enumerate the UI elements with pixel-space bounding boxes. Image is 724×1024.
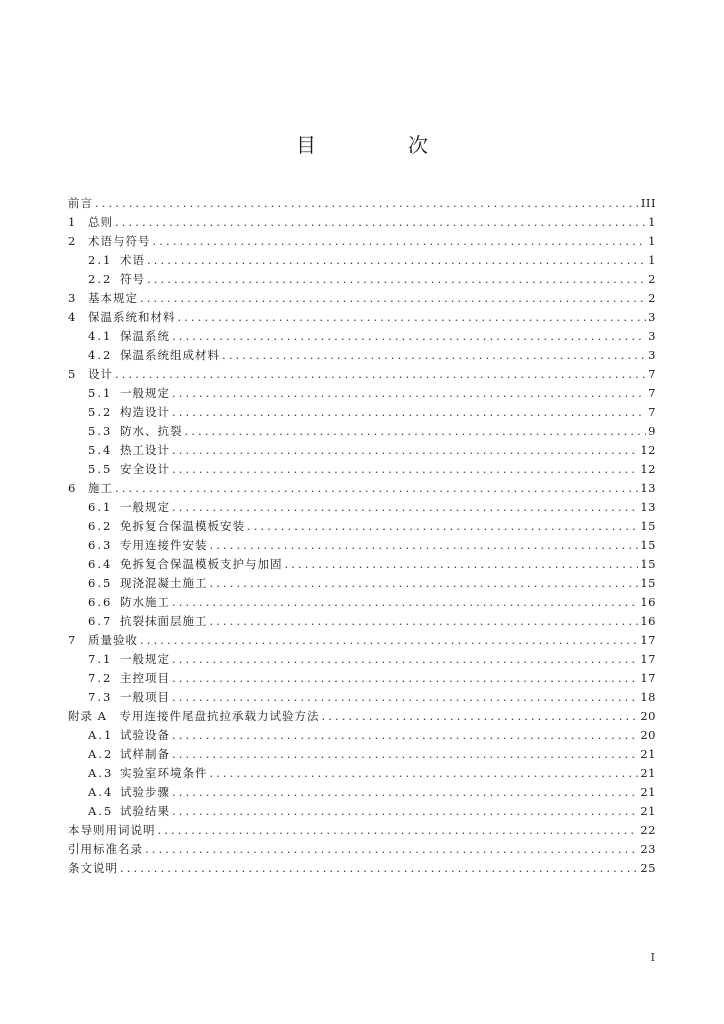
dot-leader [115,479,638,498]
toc-entry-title: 保温系统 [120,329,170,343]
dot-leader [140,289,646,308]
toc-entry-title: 试样制备 [120,747,170,761]
toc-entry-number: 5.1 [88,386,113,400]
dot-leader [172,688,638,707]
toc-entry-page: 7 [648,386,656,400]
toc-entry-page: 20 [640,728,656,742]
dot-leader [210,574,639,593]
dot-leader [172,327,646,346]
toc-entry-number: 6.3 [88,538,113,552]
toc-entry-page: 7 [648,367,656,381]
dot-leader [153,232,647,251]
toc-entry[interactable] [68,327,656,346]
toc-entry[interactable] [68,232,656,251]
toc-entry-number: A.4 [88,785,114,799]
toc-entry[interactable] [68,346,656,365]
toc-entry-page: 25 [640,861,656,875]
toc-entry-page: 22 [640,823,656,837]
dot-leader [172,384,646,403]
toc-entry-title: 实验室环境条件 [120,766,208,780]
toc-entry-title: 一般规定 [120,500,170,514]
dot-leader [172,726,638,745]
toc-entry-page: 2 [648,272,656,286]
dot-leader [172,783,638,802]
toc-entry[interactable] [68,707,656,726]
toc-entry[interactable] [68,650,656,669]
toc-entry-number: 6 [68,481,78,495]
toc-entry-page: 18 [640,690,656,704]
toc-entry-page: 15 [640,538,656,552]
page-number: I [650,951,655,964]
toc-entry-page: 12 [640,443,656,457]
dot-leader [222,346,646,365]
toc-entry-title: 质量验收 [88,633,138,647]
toc-entry-page: 1 [648,215,656,229]
dot-leader [185,422,647,441]
dot-leader [285,555,639,574]
toc-entry-title: 热工设计 [120,443,170,457]
toc-entry-number: 7 [68,633,78,647]
toc-entry[interactable] [68,574,656,593]
toc-entry-page: 17 [640,652,656,666]
dot-leader [147,251,646,270]
toc-entry-number: 6.1 [88,500,113,514]
toc-entry-number: 6.6 [88,595,113,609]
toc-entry-title: 一般规定 [120,652,170,666]
toc-entry-title: 试验步骤 [120,785,170,799]
toc-entry-page: 15 [640,576,656,590]
dot-leader [147,270,646,289]
toc-entry[interactable] [68,745,656,764]
toc-entry[interactable] [68,517,656,536]
toc-entry-title: 一般项目 [120,690,170,704]
toc-entry-page: 1 [648,253,656,267]
toc-entry-number: 4.1 [88,329,113,343]
toc-entry-number: A.2 [88,747,114,761]
toc-entry-title: 基本规定 [88,291,138,305]
toc-entry[interactable] [68,479,656,498]
toc-entry-title: 一般规定 [120,386,170,400]
dot-leader [172,669,638,688]
toc-entry-title: 符号 [120,272,145,286]
dot-leader [172,593,638,612]
table-of-contents [68,194,656,878]
toc-entry[interactable] [68,821,656,840]
toc-entry-number: 7.2 [88,671,113,685]
toc-entry[interactable] [68,251,656,270]
toc-entry-title: 施工 [88,481,113,495]
toc-entry-page: 20 [640,709,656,723]
toc-entry-page: 1 [648,234,656,248]
toc-entry-title: 试验结果 [120,804,170,818]
toc-entry[interactable] [68,764,656,783]
dot-leader [145,840,638,859]
toc-entry[interactable] [68,422,656,441]
toc-entry[interactable] [68,536,656,555]
dot-leader [172,441,638,460]
toc-entry-page: 3 [648,348,656,362]
toc-entry-page: 9 [648,424,656,438]
toc-entry[interactable] [68,612,656,631]
toc-entry-title: 条文说明 [68,861,118,875]
toc-entry-page: 16 [640,595,656,609]
toc-entry-title: 现浇混凝土施工 [120,576,208,590]
dot-leader [178,308,647,327]
dot-leader [172,460,638,479]
toc-entry-number: 4 [68,310,78,324]
toc-entry-title: 防水、抗裂 [120,424,183,438]
toc-entry[interactable] [68,498,656,517]
toc-entry-number: 7.3 [88,690,113,704]
toc-entry-page: 17 [640,671,656,685]
dot-leader [172,745,638,764]
dot-leader [115,365,646,384]
toc-entry[interactable] [68,555,656,574]
toc-entry-page: III [640,196,656,210]
toc-entry-page: 15 [640,557,656,571]
toc-entry-page: 7 [648,405,656,419]
toc-entry[interactable] [68,441,656,460]
toc-entry-number: 5.3 [88,424,113,438]
toc-entry-number: 6.2 [88,519,113,533]
toc-entry[interactable] [68,308,656,327]
toc-entry-title: 设计 [88,367,113,381]
toc-entry-title: 术语与符号 [88,234,151,248]
toc-entry-title: 防水施工 [120,595,170,609]
dot-leader [210,612,639,631]
toc-entry[interactable] [68,688,656,707]
toc-entry-number: 4.2 [88,348,113,362]
dot-leader [120,859,638,878]
toc-entry-title: 试验设备 [120,728,170,742]
toc-entry-title: 专用连接件安装 [120,538,208,552]
dot-leader [95,194,639,213]
dot-leader [158,821,639,840]
toc-entry[interactable] [68,669,656,688]
toc-entry-page: 13 [640,500,656,514]
dot-leader [115,213,646,232]
dot-leader [172,650,638,669]
toc-entry[interactable] [68,593,656,612]
toc-entry-number: 5.2 [88,405,113,419]
toc-entry[interactable] [68,213,656,232]
toc-entry[interactable] [68,631,656,650]
toc-entry-title: 构造设计 [120,405,170,419]
toc-entry-title: 主控项目 [120,671,170,685]
toc-entry-title: 附录 A 专用连接件尾盘抗拉承载力试验方法 [68,709,320,723]
toc-entry-page: 21 [640,785,656,799]
toc-entry-number: A.1 [88,728,114,742]
dot-leader [210,536,639,555]
toc-entry[interactable] [68,289,656,308]
toc-entry-title: 抗裂抹面层施工 [120,614,208,628]
dot-leader [210,764,639,783]
dot-leader [172,802,638,821]
toc-entry-page: 3 [648,329,656,343]
toc-entry[interactable] [68,460,656,479]
toc-entry-number: 2 [68,234,78,248]
toc-entry-page: 13 [640,481,656,495]
toc-entry-title: 总则 [88,215,113,229]
toc-entry-number: 5 [68,367,78,381]
toc-entry-page: 23 [640,842,656,856]
toc-entry-page: 12 [640,462,656,476]
toc-entry-title: 免拆复合保温模板支护与加固 [120,557,283,571]
dot-leader [172,498,638,517]
toc-entry-number: 1 [68,215,78,229]
toc-entry-number: 2.2 [88,272,113,286]
toc-entry[interactable] [68,726,656,745]
toc-entry[interactable] [68,859,656,878]
toc-entry-number: 6.4 [88,557,113,571]
toc-entry-page: 15 [640,519,656,533]
toc-entry-page: 21 [640,804,656,818]
dot-leader [321,707,638,726]
toc-entry-title: 安全设计 [120,462,170,476]
page-title: 目 次 [296,133,464,157]
toc-entry-number: A.3 [88,766,114,780]
toc-entry[interactable] [68,802,656,821]
toc-entry[interactable] [68,840,656,859]
toc-entry-title: 本导则用词说明 [68,823,156,837]
toc-entry-number: 6.7 [88,614,113,628]
toc-entry-page: 16 [640,614,656,628]
toc-entry-title: 免拆复合保温模板安装 [120,519,245,533]
toc-entry-title: 术语 [120,253,145,267]
toc-entry-page: 17 [640,633,656,647]
toc-entry-page: 21 [640,747,656,761]
toc-entry-title: 保温系统和材料 [88,310,176,324]
dot-leader [247,517,638,536]
toc-entry[interactable] [68,194,656,213]
toc-entry-number: 5.4 [88,443,113,457]
toc-entry-page: 3 [648,310,656,324]
toc-entry-number: 3 [68,291,78,305]
toc-entry-title: 保温系统组成材料 [120,348,220,362]
toc-entry-number: 2.1 [88,253,113,267]
toc-entry[interactable] [68,384,656,403]
toc-entry-number: 7.1 [88,652,113,666]
toc-entry[interactable] [68,270,656,289]
toc-entry[interactable] [68,365,656,384]
dot-leader [172,403,646,422]
toc-entry-title: 前言 [68,196,93,210]
toc-entry[interactable] [68,403,656,422]
toc-entry-page: 2 [648,291,656,305]
toc-entry-number: 5.5 [88,462,113,476]
toc-entry-page: 21 [640,766,656,780]
dot-leader [140,631,638,650]
toc-entry-number: A.5 [88,804,114,818]
toc-entry-number: 6.5 [88,576,113,590]
toc-entry[interactable] [68,783,656,802]
toc-entry-title: 引用标准名录 [68,842,143,856]
